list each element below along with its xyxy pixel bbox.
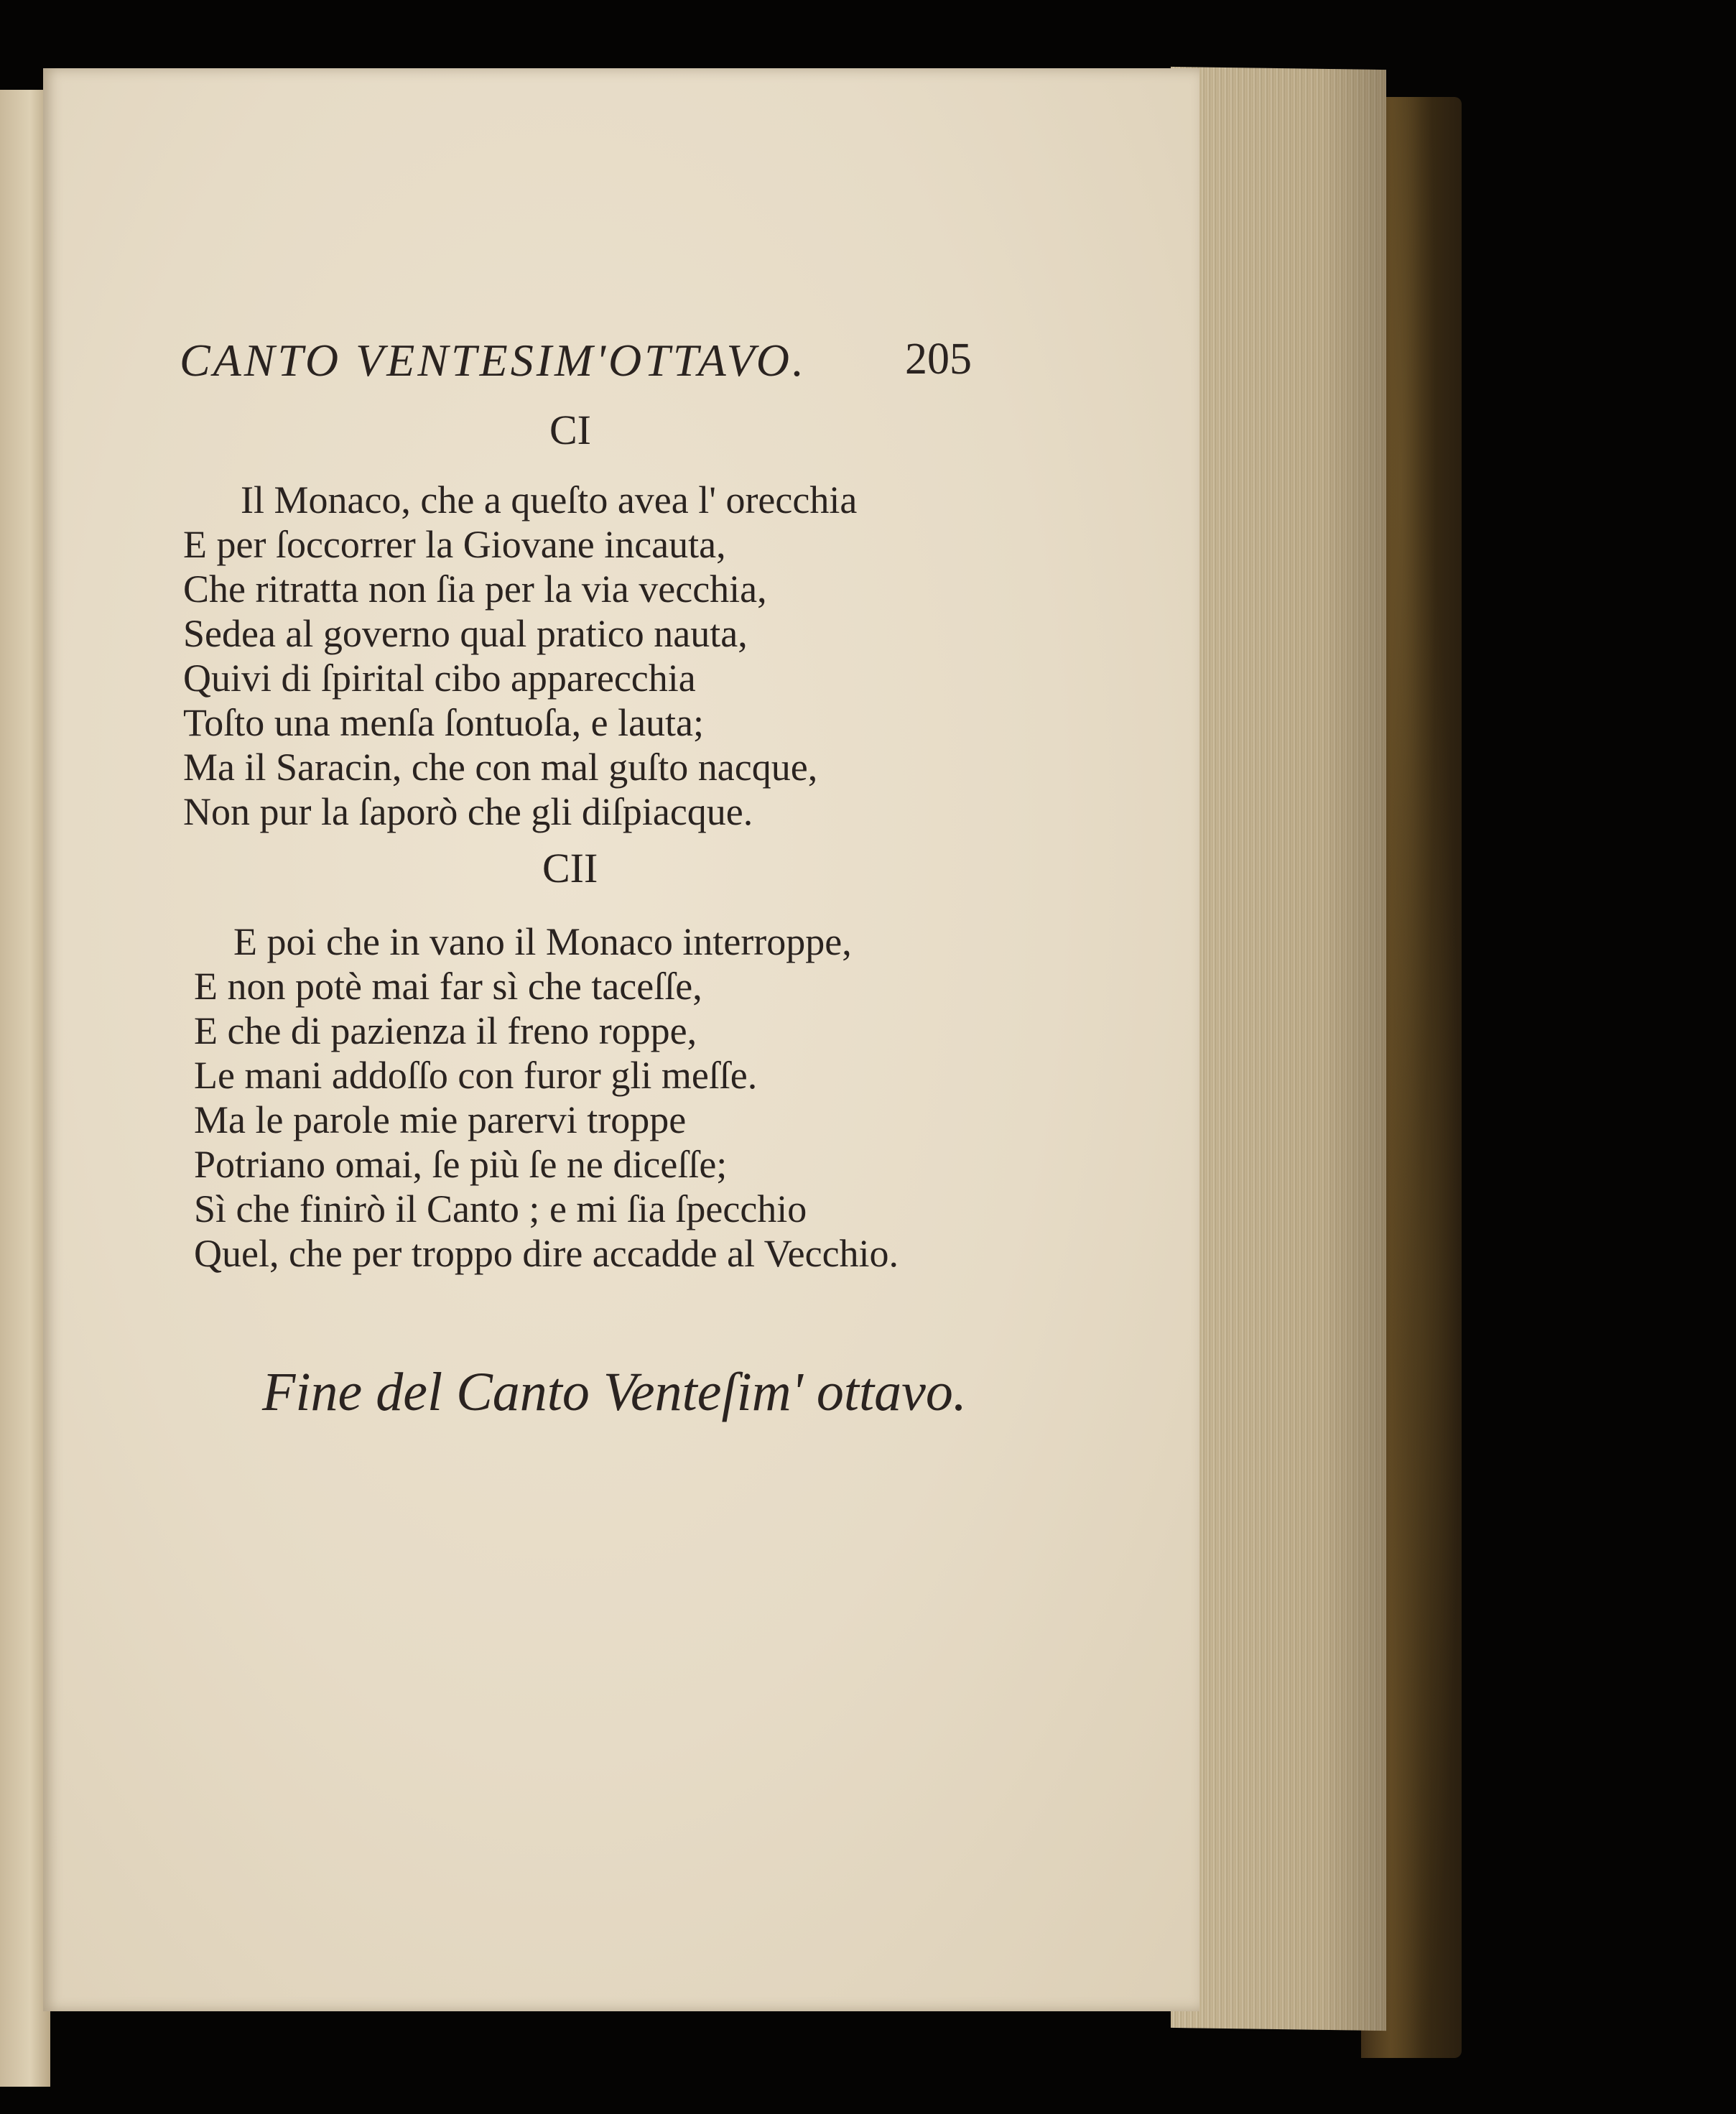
verse-line: Toſto una menſa ſontuoſa, e lauta;: [183, 701, 705, 744]
verse-line: Ma le parole mie parervi troppe: [194, 1098, 687, 1141]
verse-line: Le mani addoſſo con furor gli meſſe.: [194, 1054, 758, 1097]
verse-line: Sedea al governo qual pratico nauta,: [183, 612, 748, 655]
verse-line: Non pur la ſaporò che gli diſpiacque.: [183, 790, 753, 833]
running-head: CANTO VENTESIM'OTTAVO.: [180, 335, 807, 386]
verse-line: Ma il Saracin, che con mal guſto nacque,: [183, 746, 818, 789]
verse-line: E che di pazienza il freno roppe,: [194, 1009, 697, 1052]
verse-line: E per ſoccorrer la Giovane incauta,: [183, 523, 726, 566]
verse-line: Potriano omai, ſe più ſe ne diceſſe;: [194, 1143, 728, 1186]
page-number: 205: [905, 335, 972, 384]
stanza-number: CI: [549, 407, 591, 453]
page-block-edges: [1171, 67, 1386, 2031]
book-page: [43, 68, 1199, 2011]
verse-line: Sì che finirò il Canto ; e mi ſia ſpecchio: [194, 1187, 807, 1230]
verse-line: Il Monaco, che a queſto avea l' orecchia: [241, 478, 858, 521]
verse-line: Quel, che per troppo dire accadde al Vecchio.: [194, 1232, 899, 1275]
verse-line: Che ritratta non ſia per la via vecchia,: [183, 567, 767, 611]
verse-line: E poi che in vano il Monaco interroppe,: [233, 920, 852, 963]
closing-line: Fine del Canto Venteſim' ottavo.: [262, 1362, 967, 1422]
verse-line: E non potè mai far sì che taceſſe,: [194, 965, 702, 1008]
verse-line: Quivi di ſpirital cibo apparecchia: [183, 657, 696, 700]
stanza-number: CII: [542, 845, 598, 891]
